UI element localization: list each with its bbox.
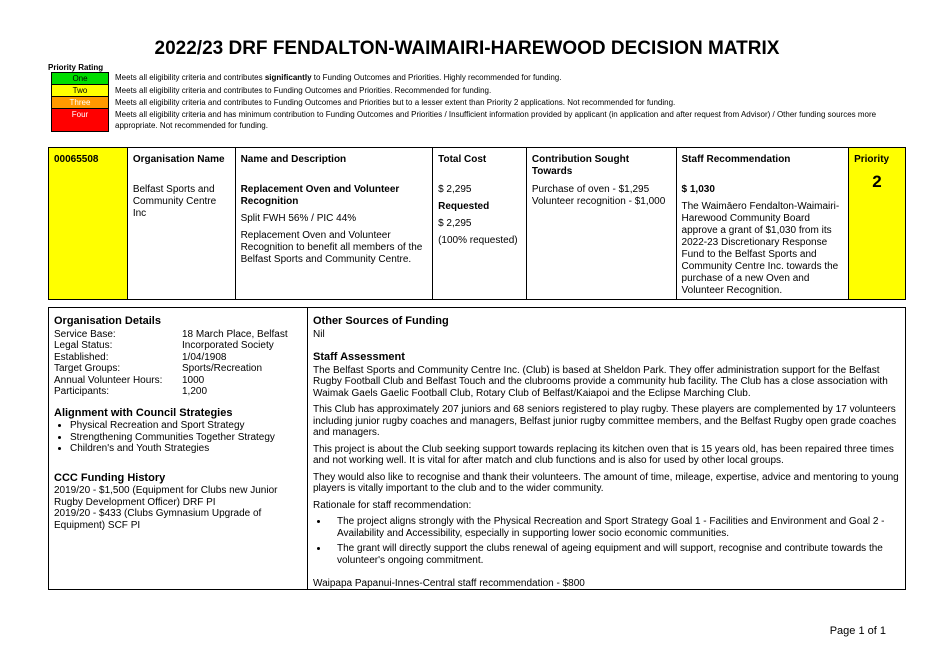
priority-desc-two: Meets all eligibility criteria and contributes to Funding Outcomes and Priorities. Recommended for funding.	[115, 86, 492, 95]
rationale-label: Rationale for staff recommendation:	[313, 499, 472, 511]
project-description: Replacement Oven and Volunteer Recognition to benefit all members of the Belfast Sports and Community Centre.	[240, 230, 423, 265]
detail-value: 18 March Place, Belfast	[182, 328, 288, 340]
rationale-list	[313, 516, 900, 566]
detail-row	[54, 352, 302, 364]
requested-label: Requested	[438, 201, 490, 212]
priority-rating-heading: Priority Rating	[48, 63, 104, 72]
priority-column	[849, 148, 905, 299]
organisation-header: Organisation Name	[132, 154, 225, 165]
other-funding-value: Nil	[313, 328, 325, 340]
organisation-column	[128, 148, 236, 299]
priority-desc-one: Meets all eligibility criteria and contributes significantly to Funding Outcomes and Priorities. Highly recommended for funding.	[115, 73, 562, 82]
contribution-column	[527, 148, 677, 299]
detail-row	[54, 329, 302, 341]
assessment-paragraph: They would also like to recognise and thank their volunteers. The amount of time, mileage, expertise, advice and mentoring to young players is vitally important to the club and to the wider community.	[313, 471, 899, 494]
staff-assessment-heading: Staff Assessment	[313, 351, 405, 363]
priority-legend	[51, 72, 881, 132]
project-title: Replacement Oven and Volunteer Recognition	[240, 184, 400, 207]
detail-key: Service Base:	[54, 328, 116, 340]
priority-header: Priority	[854, 154, 890, 165]
total-cost-column	[433, 148, 527, 299]
priority-row-four	[51, 109, 881, 132]
detail-key: Target Groups:	[54, 363, 121, 374]
priority-row-one	[51, 72, 881, 85]
detail-key: Annual Volunteer Hours:	[54, 374, 163, 386]
staff-recommendation-column	[677, 148, 850, 299]
priority-value: 2	[872, 172, 882, 191]
priority-swatch-one: One	[51, 72, 109, 85]
alignment-item: • Physical Recreation and Sport Strategy	[70, 420, 302, 432]
priority-row-three	[51, 97, 881, 109]
application-id: 00065508	[49, 148, 128, 299]
detail-value: 1,200	[182, 386, 208, 397]
organisation-details-panel	[49, 308, 308, 589]
detail-value: 1000	[182, 374, 205, 386]
detail-key: Legal Status:	[54, 340, 113, 351]
name-description-column	[236, 148, 434, 299]
organisation-details-heading: Organisation Details	[54, 315, 161, 327]
detail-value: Sports/Recreation	[182, 363, 263, 374]
name-description-header: Name and Description	[240, 154, 347, 165]
alignment-heading: Alignment with Council Strategies	[54, 406, 233, 419]
rationale-item: • The grant will directly support the clubs renewal of ageing equipment and will support, recognise and contribute towards the volunteer's ongoing commitment.	[329, 543, 900, 566]
priority-swatch-four: Four	[51, 109, 109, 132]
alignment-list	[54, 420, 302, 455]
assessment-paragraph: This project is about the Club seeking support towards replacing its kitchen oven that is 15 years old, has been repaired three times and not working well. It is vital for after match and club functions and is also for used by other local groups.	[313, 443, 894, 466]
priority-row-two	[51, 85, 881, 97]
detail-value: 1/04/1908	[182, 351, 227, 363]
other-funding-heading: Other Sources of Funding	[313, 315, 449, 327]
staff-recommendation-header: Staff Recommendation	[681, 154, 791, 165]
funding-history-item: 2019/20 - $1,500 (Equipment for Clubs new Junior Rugby Development Officer) DRF PI	[54, 485, 278, 508]
requested-percent: (100% requested)	[438, 235, 518, 246]
detail-row	[54, 340, 302, 352]
papanui-recommendation: Waipapa Papanui-Innes-Central staff recommendation - $800	[313, 578, 585, 589]
page-title: 2022/23 DRF FENDALTON-WAIMAIRI-HAREWOOD DECISION MATRIX	[154, 38, 780, 59]
funding-split: Split FWH 56% / PIC 44%	[240, 213, 357, 224]
contribution-line-oven: Purchase of oven - $1,295	[531, 184, 650, 195]
requested-value: $ 2,295	[438, 218, 472, 229]
detail-value: Incorporated Society	[182, 340, 274, 351]
alignment-item: • Strengthening Communities Together Strategy	[70, 432, 302, 444]
assessment-panel	[308, 308, 905, 589]
assessment-paragraph: The Belfast Sports and Community Centre Inc. (Club) is based at Sheldon Park. They offer administration support for the Belfast Rugby Football Club and Belfast Touch and the clubrooms provide a community hub facility. The Club has a close association with Waimak Gaels Gaelic Football Club, Rotary Club of Belfast/Kaiapoi and the Eclipse Marching Club.	[313, 364, 888, 399]
total-cost-value: $ 2,295	[438, 184, 472, 195]
staff-recommendation-amount: $ 1,030	[681, 184, 715, 195]
organisation-name: Belfast Sports and Community Centre Inc	[132, 184, 217, 219]
funding-history-item: 2019/20 - $433 (Clubs Gymnasium Upgrade of Equipment) SCF PI	[54, 508, 262, 531]
assessment-paragraph: This Club has approximately 207 juniors and 68 seniors registered to play rugby. These players are complemented by 17 volunteers including junior rugby coaches and managers, Belfast junior rugby committee members, and the Belfast Rugby open grade coaches and managers.	[313, 404, 897, 438]
page-number: Page 1 of 1	[829, 625, 886, 637]
contribution-line-volunteer: Volunteer recognition - $1,000	[531, 196, 666, 207]
staff-recommendation-text: The Waimāero Fendalton-Waimairi-Harewood Community Board approve a grant of $1,030 from its 2022-23 Discretionary Response Fund to the Belfast Sports and Community Centre Inc. towards the purchase of a new Oven and Volunteer Recognition.	[681, 201, 840, 296]
decision-matrix-row	[48, 147, 906, 300]
priority-swatch-three: Three	[51, 97, 109, 109]
detail-key: Established:	[54, 351, 109, 363]
detail-row	[54, 375, 302, 387]
total-cost-header: Total Cost	[438, 154, 487, 165]
detail-row	[54, 363, 302, 375]
priority-desc-four: Meets all eligibility criteria and has minimum contribution to Funding Outcomes and Priorities / Insufficient information provided by applicant (in application and after request from Advisor) / Other funding sources more appropriate. Not recommended for funding.	[115, 110, 877, 130]
details-section	[48, 307, 906, 590]
alignment-item: • Children's and Youth Strategies	[70, 443, 302, 455]
detail-row	[54, 386, 302, 398]
rationale-item: • The project aligns strongly with the Physical Recreation and Sport Strategy Goal 1 - Facilities and Environment and Goal 2 - Availability and Accessibility, especially in supporting lower socio economic communities.	[329, 516, 900, 539]
contribution-header: Contribution Sought Towards	[531, 154, 630, 177]
funding-history-heading: CCC Funding History	[54, 471, 166, 484]
detail-key: Participants:	[54, 386, 110, 397]
priority-desc-three: Meets all eligibility criteria and contributes to Funding Outcomes and Priorities but to a lesser extent than Priority 2 applications. Not recommended for funding.	[115, 98, 676, 107]
priority-swatch-two: Two	[51, 85, 109, 97]
